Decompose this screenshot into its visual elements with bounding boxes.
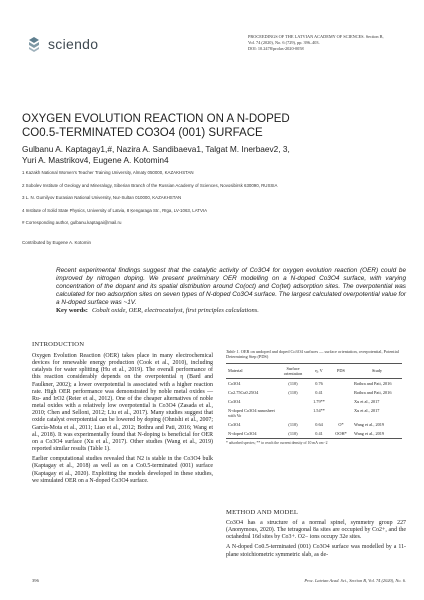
abstract: Recent experimental findings suggest that the catalytic activity of Co3O4 for oxygen evolution reaction (OER) could be improved by nitrogen doping. We present preliminary OER modelling on a N-doped Co3O4 surface, with varying concentration of the dopant and its spatial distribution around Co(oct) and Co(tet) adsorption sites. The overpotential was calculated for two adsorption sites on seven types of N-doped Co3O4 surface. The largest calculated overpotential value for a N-doped surface was ~1V. — [56, 267, 406, 307]
keywords — [56, 307, 406, 314]
contributed-by: Contributed by Eugene A. Kotomin — [22, 240, 92, 245]
method-heading: METHOD AND MODEL — [226, 509, 299, 516]
affiliations — [22, 170, 402, 233]
table-cell: (110) — [288, 380, 298, 386]
table-cell: Bothra and Pati, 2016 — [354, 389, 392, 395]
data-table — [226, 363, 402, 439]
table-row — [226, 429, 402, 439]
author-line: Gulbanu A. Kaptagay1,#, Nazira A. Sandibaeva1, Talgat M. Inerbaev2, 3, — [22, 144, 290, 154]
table-row — [226, 397, 402, 406]
table-row — [226, 406, 402, 420]
table-cell: 1.79** — [313, 398, 325, 404]
table-cell: 0.41 — [315, 389, 323, 395]
footer-journal: Proc. Latvian Acad. Sci., Section B, Vol. 74 (2020), No. 6. — [304, 578, 406, 583]
corresponding-author: # Corresponding author, gulbanu.kaptagai@mail.ru — [22, 220, 122, 225]
table-cell: N-doped Co3O4 — [226, 429, 278, 439]
table-row — [226, 420, 402, 429]
table-cell: Co3O4 — [228, 398, 241, 404]
table-cell: Co3O4 — [228, 421, 241, 427]
table-cell: (110) — [278, 429, 308, 439]
paragraph: Oxygen Evolution Reaction (OER) takes place in many electrochemical devices for renewable energy production (Cook et al., 2010), including catalysts for water splitting (Hu et al., 2019). The overall performance of this reaction considerably depends on the overpotential η (Bard and Faulkner, 2002); a lower overpotential is associated with a higher reaction rate. High OER performance was demonstrated by noble metal oxides — Ru- and IrO2 (Reier et al., 2012). One of the cheaper alternatives of noble metal oxides with a relatively low overpotential is Co3O4 (Zasada et al., 2010; Chen and Selloni, 2012; Liu et al., 2017). Many studies suggest that oxide catalyst overpotential can be lowered by doping (Ohnishi et al., 2007; García-Mota et al., 2011; Liao et al., 2012; Bothra and Pati, 2016; Wang et al., 2018). It was experimentally found that N-doping is beneficial for OER on a Co3O4 surface (Xu et al., 2017). Other studies (Wang et al., 2019) reported similar results (Table 1). — [32, 353, 213, 453]
table-caption-text: OER on undoped and doped Co3O4 surfaces — surface orientation, overpotential, Potential Determining Step (PDS) — [226, 349, 399, 360]
table-cell: Xu et al., 2017 — [354, 398, 380, 404]
keywords-label: Key words: — [56, 307, 88, 314]
paragraph: A N-doped Co0.5-terminated (001) Co3O4 surface was modelled by a 11-plane stoichiometric symmetric slab, as de- — [226, 544, 406, 558]
table-footnote: * adsorbed species; ** to reach the current density of 10 mA cm−2 — [226, 440, 328, 445]
introduction-heading: INTRODUCTION — [32, 341, 85, 348]
table-1 — [226, 349, 402, 445]
sciendo-logo-icon — [24, 34, 44, 54]
table-cell: 0.41 — [308, 429, 330, 439]
author-line: Yuri A. Mastrikov4, Eugene A. Kotomin4 — [22, 154, 169, 165]
table-cell: Co3O4 — [228, 380, 241, 386]
paper-title — [22, 112, 402, 140]
table-cell — [330, 378, 352, 388]
method-body — [226, 520, 406, 559]
table-cell: Co2.75Cu0.25O4 — [228, 389, 259, 395]
table-cell — [278, 406, 308, 420]
affiliation-item: 2 Sobolev Institute of Geology and Mineralogy, Siberian Branch of the Russian Academy of Sciences, Novosibirsk 630090, RUSSIA — [22, 182, 278, 188]
publisher-logo — [24, 34, 98, 54]
introduction-body — [32, 353, 213, 485]
table-cell: 0.64 — [315, 421, 323, 427]
table-cell: OOH* — [330, 429, 352, 439]
table-header-row — [226, 363, 402, 378]
table-row — [226, 378, 402, 388]
journal-info — [248, 34, 408, 52]
affiliation-item: 4 Institute of Solid State Physics, University of Latvia, 8 Ķengaraga Str., Rīga, LV-1063, LATVIA — [22, 207, 208, 213]
column-header: PDS — [330, 363, 352, 378]
journal-line: PROCEEDINGS OF THE LATVIAN ACADEMY OF SCIENCES. Section B, — [248, 34, 384, 39]
affiliation-item: 3 L. N. Gumilyov Eurasian National University, Nur-Sultan 010000, KAZAKHSTAN — [22, 195, 182, 200]
table-cell: Xu et al., 2017 — [354, 407, 380, 413]
column-header: Study — [352, 363, 402, 378]
table-cell — [330, 388, 352, 397]
table-cell: Wang et al., 2019 — [352, 429, 402, 439]
table-cell: 1.54** — [313, 407, 325, 413]
table-cell — [330, 397, 352, 406]
table-cell — [278, 397, 308, 406]
table-cell: Wang et al., 2019 — [354, 421, 385, 427]
column-header: Surface orientation — [278, 363, 308, 378]
title-line: CO0.5-TERMINATED CO3O4 (001) SURFACE — [22, 127, 263, 139]
keywords-text: Cobalt oxide, OER, electrocatalyst, first principles calculations. — [91, 307, 259, 314]
paragraph: Earlier computational studies revealed that N2 is stable in the Co3O4 bulk (Kaptagay et al., 2018) as well as on a Co0.5-terminated (001) surface (Kaptagay et al., 2020). Exploiting the models developed in these studies, we simulated OER on a N-doped Co3O4 surface. — [32, 456, 213, 484]
paragraph: Co3O4 has a structure of a normal spinel, symmetry group 227 (Anonymous, 2020). The tetragonal 8a sites are occupied by Co2+, and the octahedral 16d sites by Co3+. O2− ions occupy 32e sites. — [226, 520, 406, 541]
title-line: OXYGEN EVOLUTION REACTION ON A N-DOPED — [22, 113, 290, 125]
journal-doi: DOI: 10.2478/prolas-2020-0058 — [248, 46, 304, 51]
table-cell: (110) — [288, 421, 298, 427]
journal-line: Vol. 74 (2020), No. 6 (729), pp. 396–403. — [248, 40, 320, 45]
table-caption — [226, 349, 402, 360]
affiliation-item: 1 Kazakh National Women's Teacher Training University, Almaty 050000, KAZAKHSTAN — [22, 170, 194, 175]
column-header: η, V — [308, 363, 330, 378]
table-cell: 0.76 — [315, 380, 323, 386]
table-cell: O* — [338, 421, 344, 427]
logo-text: sciendo — [48, 36, 99, 52]
table-cell — [330, 406, 352, 420]
column-header: Material — [226, 363, 278, 378]
author-list — [22, 144, 402, 165]
table-cell: Bothra and Pati, 2016 — [354, 380, 392, 386]
page-footer — [32, 578, 406, 588]
page-number: 396 — [32, 578, 39, 583]
table-row — [226, 388, 402, 397]
table-cell: N-doped Co3O4 nanosheet with Vo — [228, 407, 275, 418]
table-cell: (110) — [288, 389, 298, 395]
table-caption-label: Table 1. — [226, 349, 240, 354]
